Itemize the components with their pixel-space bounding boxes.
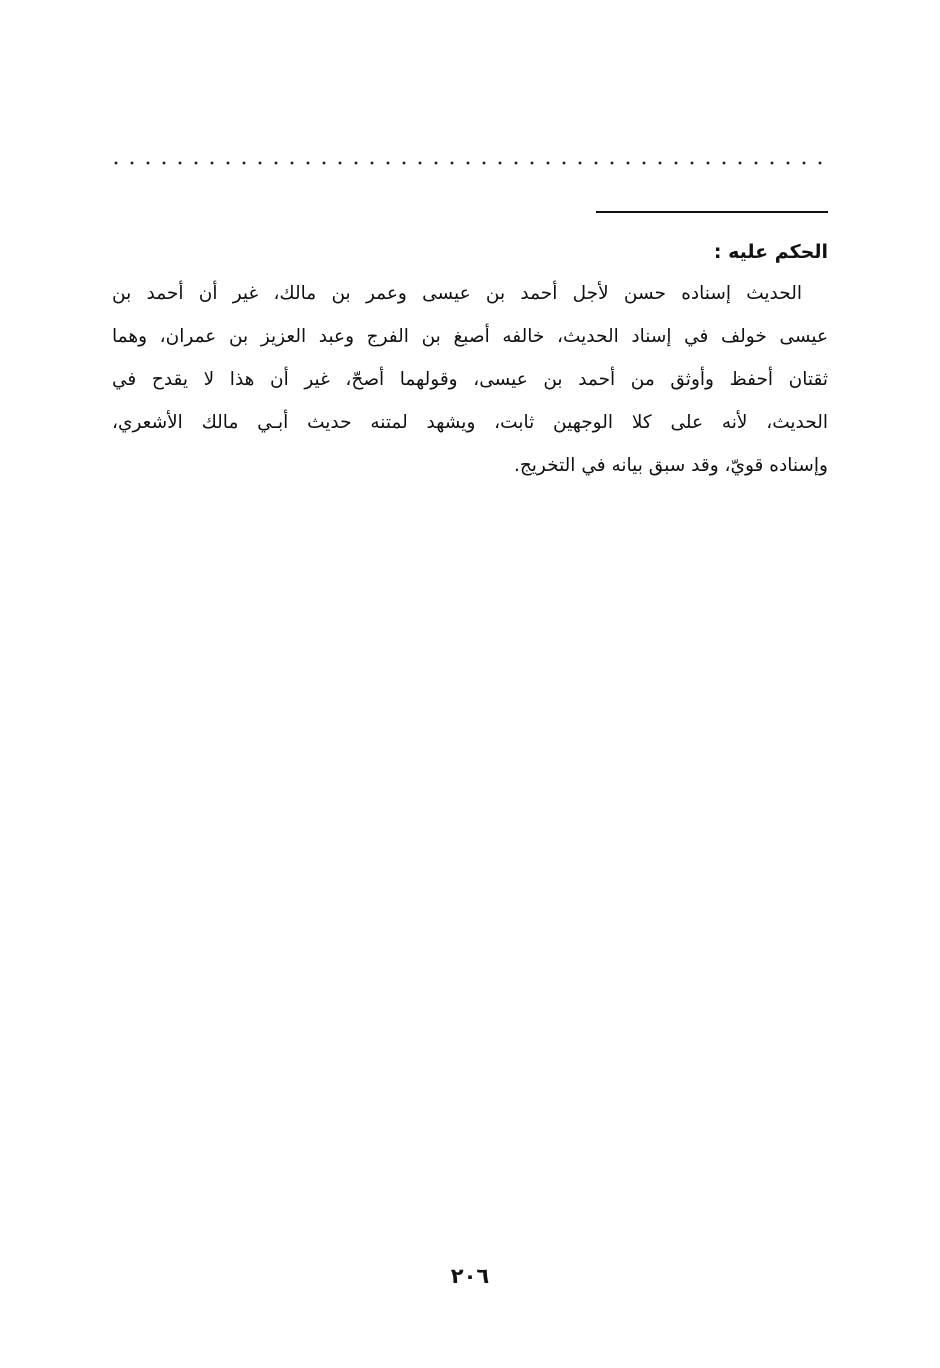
paragraph-line-3: ثقتان أحفظ وأوثق من أحمد بن عيسى، وقولهما أصحّ، غير أن هذا لا يقدح في (112, 369, 828, 390)
dotted-separator (112, 158, 828, 168)
paragraph-line-4: الحديث، لأنه على كلا الوجهين ثابت، ويشهد لمتنه حديث أبـي مالك الأشعري، (112, 412, 828, 433)
paragraph-line-5: وإسناده قويّ، وقد سبق بيانه في التخريج. (513, 455, 828, 476)
section-heading: الحكم عليه : (713, 241, 828, 263)
page-number: ٢٠٦ (450, 1264, 490, 1288)
footnote-rule (596, 211, 828, 213)
paragraph-line-1: الحديث إسناده حسن لأجل أحمد بن عيسى وعمر بن مالك، غير أن أحمد بن (112, 283, 802, 304)
paragraph-line-2: عيسى خولف في إسناد الحديث، خالفه أصبغ بن الفرج وعبد العزيز بن عمران، وهما (112, 326, 828, 347)
ruling-section (112, 232, 828, 487)
